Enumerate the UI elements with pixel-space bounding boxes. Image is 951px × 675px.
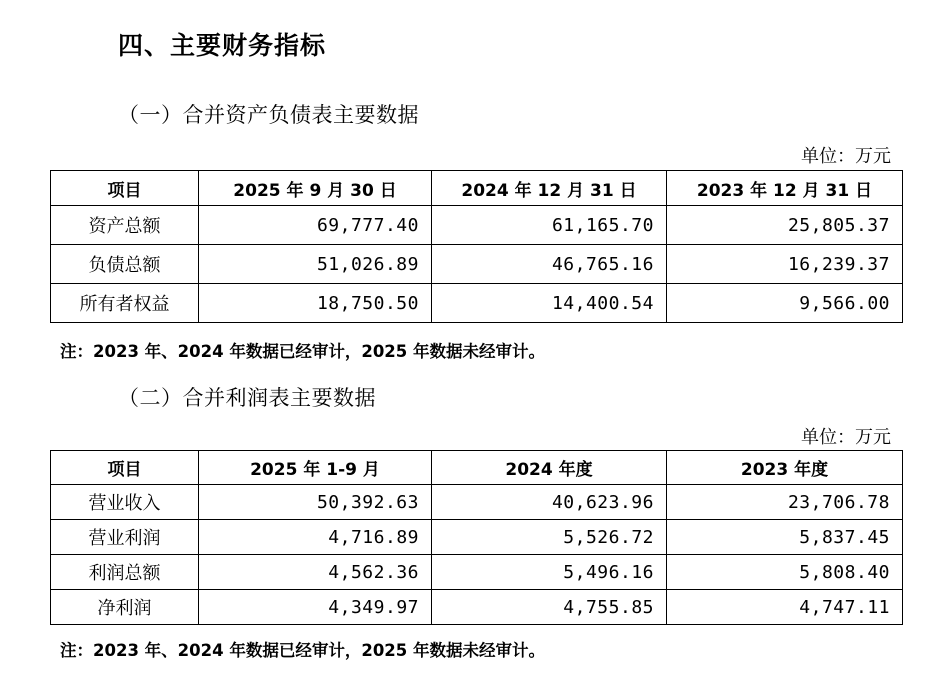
- income-note: 注：2023 年、2024 年数据已经审计，2025 年数据未经审计。: [60, 641, 546, 660]
- table-header-row: [51, 171, 903, 206]
- table-row: [51, 555, 903, 590]
- table-row: [51, 520, 903, 555]
- balance-unit-label: 单位：万元: [801, 146, 891, 167]
- header-col-3: 2023 年 12 月 31 日: [667, 171, 903, 206]
- cell-value: 4,562.36: [199, 555, 432, 590]
- cell-value: 51,026.89: [199, 245, 432, 284]
- cell-value: 4,716.89: [199, 520, 432, 555]
- header-col-3: 2023 年度: [667, 451, 903, 485]
- row-label: 所有者权益: [51, 284, 199, 323]
- cell-value: 4,755.85: [432, 590, 667, 625]
- header-col-2: 2024 年 12 月 31 日: [432, 171, 667, 206]
- header-item: 项目: [51, 451, 199, 485]
- cell-value: 4,349.97: [199, 590, 432, 625]
- cell-value: 9,566.00: [667, 284, 903, 323]
- row-label: 营业利润: [51, 520, 199, 555]
- balance-sheet-title: （一）合并资产负债表主要数据: [118, 103, 419, 127]
- cell-value: 69,777.40: [199, 206, 432, 245]
- balance-sheet-table: [50, 170, 903, 323]
- row-label: 净利润: [51, 590, 199, 625]
- balance-note: 注：2023 年、2024 年数据已经审计，2025 年数据未经审计。: [60, 342, 546, 361]
- header-col-1: 2025 年 9 月 30 日: [199, 171, 432, 206]
- cell-value: 25,805.37: [667, 206, 903, 245]
- cell-value: 40,623.96: [432, 485, 667, 520]
- cell-value: 46,765.16: [432, 245, 667, 284]
- table-row: [51, 485, 903, 520]
- row-label: 负债总额: [51, 245, 199, 284]
- cell-value: 50,392.63: [199, 485, 432, 520]
- cell-value: 5,496.16: [432, 555, 667, 590]
- table-header-row: [51, 451, 903, 485]
- table-row: [51, 206, 903, 245]
- cell-value: 4,747.11: [667, 590, 903, 625]
- row-label: 资产总额: [51, 206, 199, 245]
- cell-value: 18,750.50: [199, 284, 432, 323]
- table-row: [51, 590, 903, 625]
- cell-value: 14,400.54: [432, 284, 667, 323]
- row-label: 营业收入: [51, 485, 199, 520]
- table-row: [51, 245, 903, 284]
- row-label: 利润总额: [51, 555, 199, 590]
- header-item: 项目: [51, 171, 199, 206]
- cell-value: 5,526.72: [432, 520, 667, 555]
- header-col-2: 2024 年度: [432, 451, 667, 485]
- cell-value: 5,808.40: [667, 555, 903, 590]
- cell-value: 5,837.45: [667, 520, 903, 555]
- table-row: [51, 284, 903, 323]
- income-statement-title: （二）合并利润表主要数据: [118, 386, 376, 410]
- income-unit-label: 单位：万元: [801, 427, 891, 448]
- header-col-1: 2025 年 1-9 月: [199, 451, 432, 485]
- cell-value: 16,239.37: [667, 245, 903, 284]
- cell-value: 23,706.78: [667, 485, 903, 520]
- cell-value: 61,165.70: [432, 206, 667, 245]
- section-title: 四、主要财务指标: [118, 31, 327, 60]
- income-statement-table: [50, 450, 903, 625]
